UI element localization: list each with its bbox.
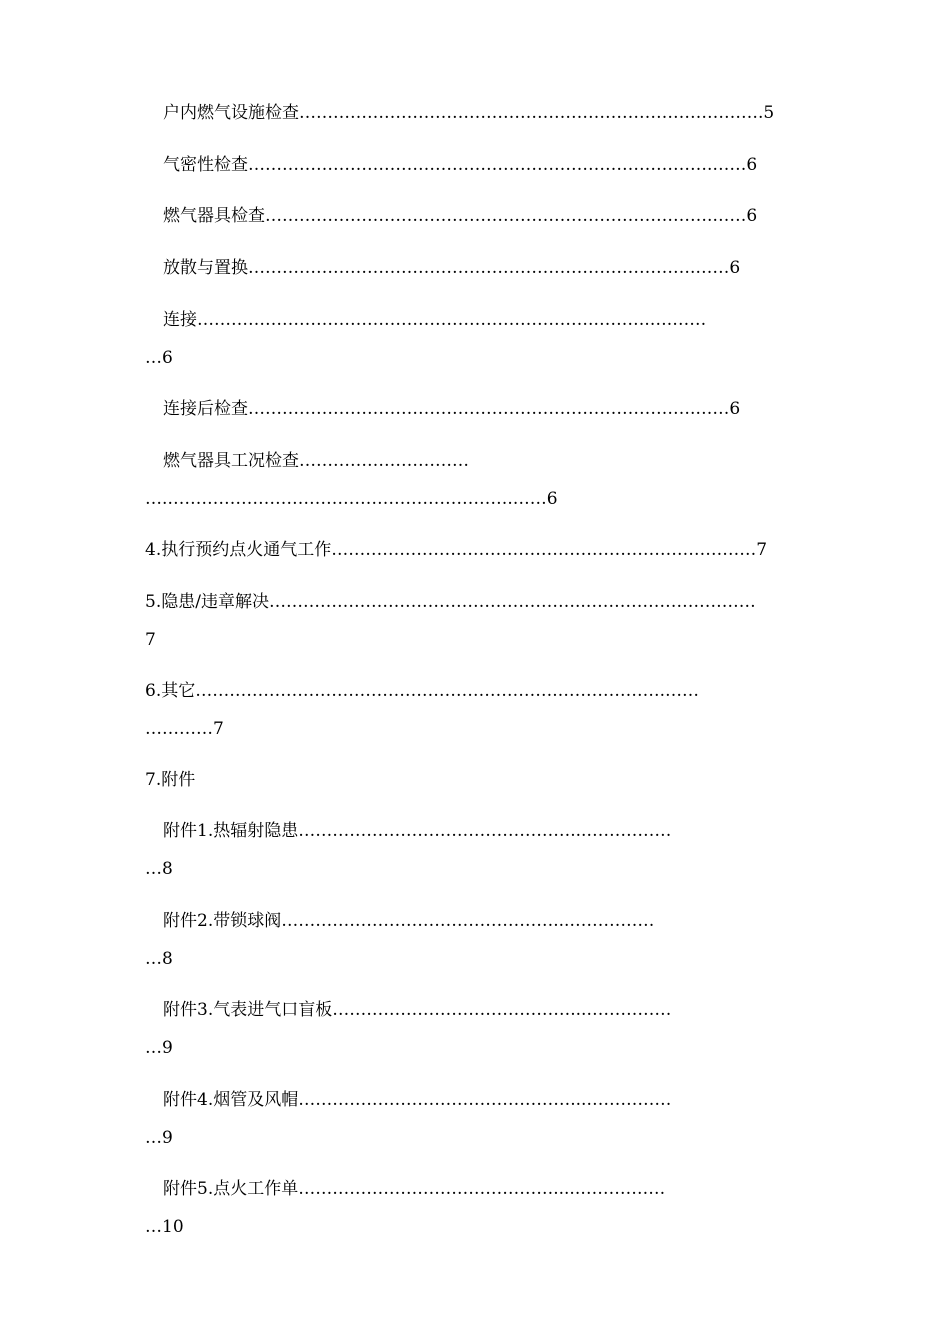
toc-entry-attachment-4[interactable]: 附件4.烟管及风帽…………………………………………...…………… — [163, 1090, 672, 1110]
toc-entry-venting-and-replacement[interactable]: 放散与置换…………………………………………………………………….……6 — [163, 258, 741, 278]
toc-entry-airtightness-check[interactable]: 气密性检查……………………………………………………………………….……6 — [163, 155, 758, 175]
toc-entry-attachment-2-continued[interactable]: …8 — [145, 949, 173, 969]
toc-entry-post-connection-check[interactable]: 连接后检查…………………………………………………………………….……6 — [163, 399, 741, 419]
toc-entry-connection[interactable]: 连接…………………………………………………………….……….….…… — [163, 310, 707, 330]
toc-entry-appliance-condition-check[interactable]: 燃气器具工况检查………………………… — [163, 451, 469, 471]
toc-entry-section-6[interactable]: 6.其它……………………………………………………….……………….…… — [145, 681, 700, 701]
toc-entry-attachment-1[interactable]: 附件1.热辐射隐患…………………………………………...…………… — [163, 821, 672, 841]
toc-entry-attachment-4-continued[interactable]: …9 — [145, 1128, 173, 1148]
toc-entry-section-6-continued[interactable]: …………7 — [145, 719, 224, 739]
toc-entry-section-4[interactable]: 4.执行预约点火通气工作…………………………………………………………………7 — [145, 540, 768, 560]
toc-entry-section-5[interactable]: 5.隐患/违章解决………………………………………………..………………………… — [145, 592, 756, 612]
toc-entry-gas-appliance-check[interactable]: 燃气器具检查…………………………………………………………………….……6 — [163, 206, 758, 226]
toc-entry-attachment-5-continued[interactable]: …10 — [145, 1217, 184, 1237]
toc-entry-indoor-gas-facility-check[interactable]: 户内燃气设施检查……………………………………………………………………….5 — [163, 103, 775, 123]
toc-entry-attachment-3-continued[interactable]: …9 — [145, 1038, 173, 1058]
toc-entry-attachment-5[interactable]: 附件5.点火工作单……………………………………….....…………… — [163, 1179, 666, 1199]
toc-entry-attachment-2[interactable]: 附件2.带锁球阀…………………………………………...…………… — [163, 911, 655, 931]
toc-entry-appliance-condition-check-continued[interactable]: ….…………………………………………………….……6 — [145, 489, 558, 509]
toc-entry-attachment-1-continued[interactable]: …8 — [145, 859, 173, 879]
toc-entry-connection-continued[interactable]: …6 — [145, 348, 173, 368]
toc-entry-section-5-continued[interactable]: 7 — [145, 630, 156, 650]
toc-entry-section-7[interactable]: 7.附件 — [145, 770, 196, 790]
toc-entry-attachment-3[interactable]: 附件3.气表进气口盲板……………………………………...…………… — [163, 1000, 672, 1020]
